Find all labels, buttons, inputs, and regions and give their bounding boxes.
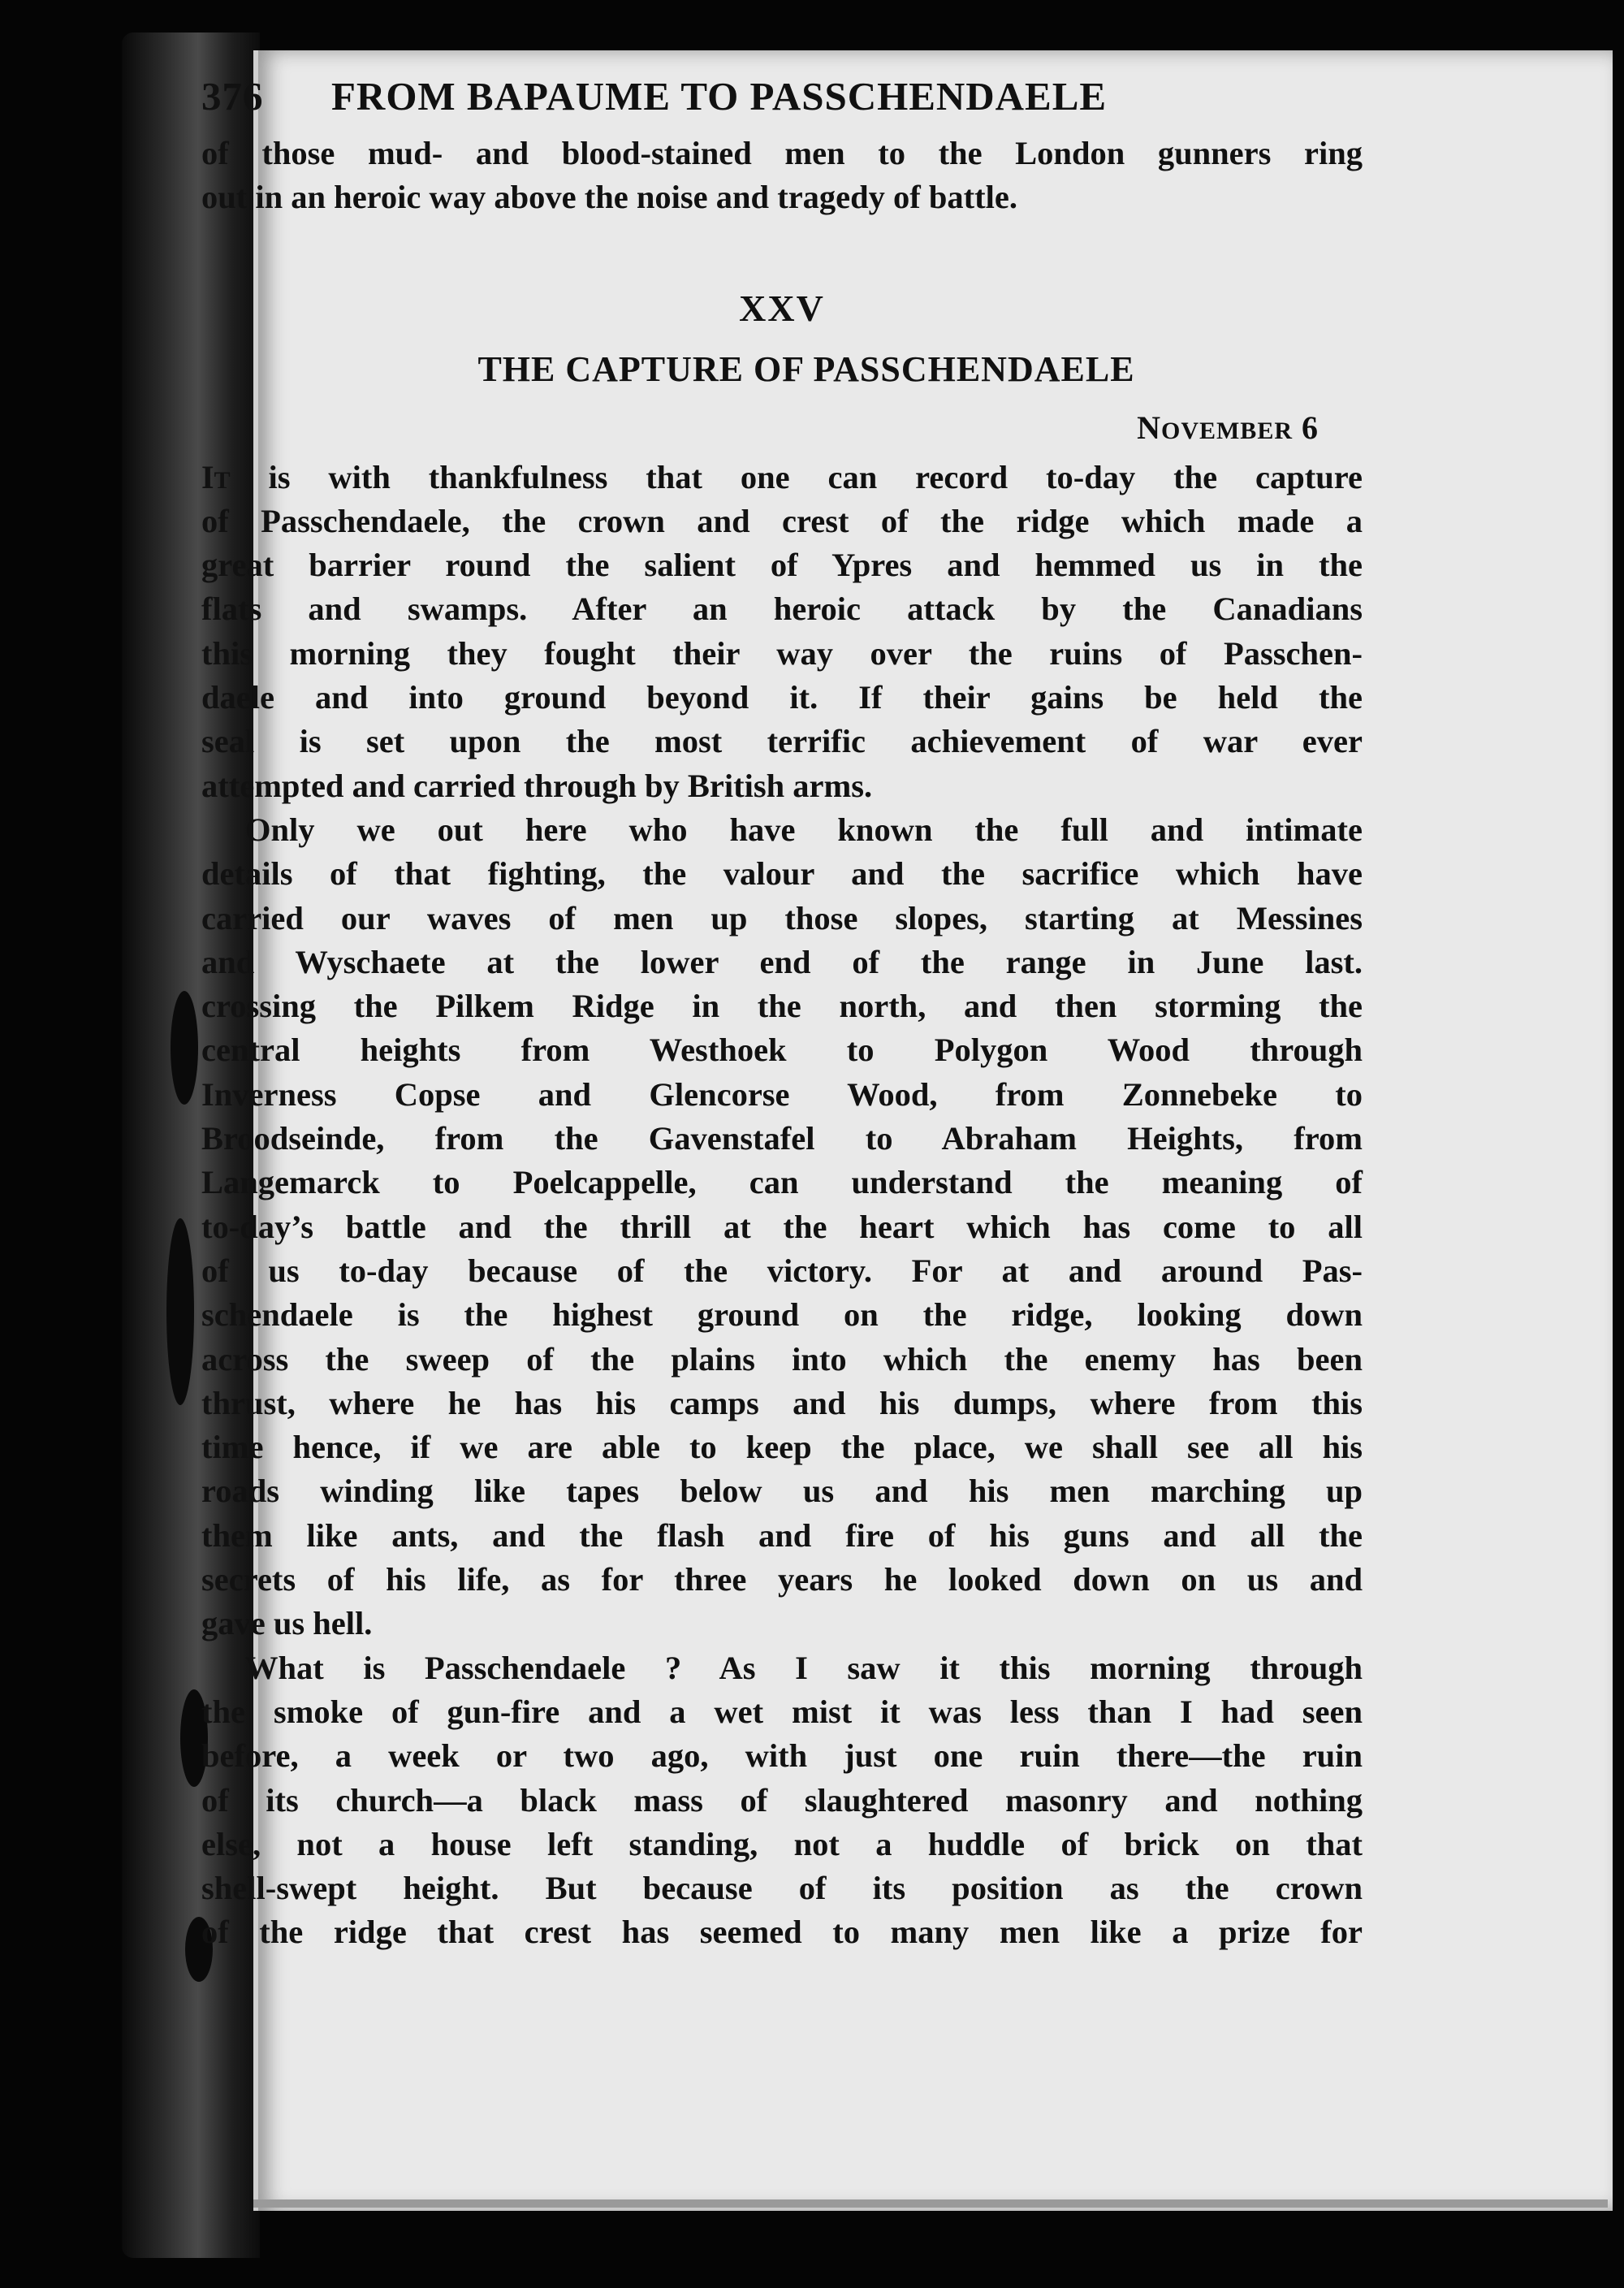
text-line: central heights from Westhoek to Polygon Wood through [201, 1032, 1363, 1069]
first-line-text: is with thankfulness that one can record to-day the capture [230, 458, 1363, 495]
text-line: roads winding like tapes below us and his men marching up [201, 1473, 1363, 1510]
page-number: 376 [201, 74, 264, 119]
text-line: crossing the Pilkem Ridge in the north, and then storming the [201, 988, 1363, 1025]
dateline [201, 409, 1363, 456]
text-line: across the sweep of the plains into which the enemy has been [201, 1340, 1363, 1378]
text-line: seal is set upon the most terrific achievement of war ever [201, 723, 1363, 760]
text-line: Only we out here who have known the full and intimate [245, 811, 1363, 848]
text-line: daele and into ground beyond it. If their gains be held the [201, 679, 1363, 716]
text-line: great barrier round the salient of Ypres and hemmed us in the [201, 547, 1363, 584]
text-line: thrust, where he has his camps and his dumps, where from this [201, 1384, 1363, 1421]
small-cap-letter: T [214, 466, 231, 494]
text-line: else, not a house left standing, not a huddle of brick on that [201, 1825, 1363, 1862]
dateline-initial: N [1137, 409, 1161, 446]
text-line: carried our waves of men up those slopes, starting at Messines [201, 899, 1363, 936]
text-line: this morning they fought their way over the ruins of Passchen- [201, 634, 1363, 672]
text-line: Inverness Copse and Glencorse Wood, from Zonnebeke to [201, 1075, 1363, 1113]
text-line: of the ridge that crest has seemed to many men like a prize for [201, 1914, 1363, 1951]
paragraph-first-line [201, 456, 1363, 500]
chapter-number: XXV [739, 287, 825, 329]
dateline-month-rest: OVEMBER [1160, 417, 1293, 444]
running-head [201, 73, 1363, 132]
text-line: of Passchendaele, the crown and crest of the ridge which made a [201, 502, 1363, 539]
text-line: them like ants, and the flash and fire of his guns and all the [201, 1516, 1363, 1554]
chapter-title: THE CAPTURE OF PASSCHENDAELE [477, 348, 1135, 389]
spine-shadow-mark [166, 1218, 194, 1405]
text-line: before, a week or two ago, with just one ruin there—the ruin [201, 1737, 1363, 1775]
text-line: out in an heroic way above the noise and tragedy of battle. [201, 179, 1018, 216]
text-line: and Wyschaete at the lower end of the range in June last. [201, 943, 1363, 980]
text-line: the smoke of gun-fire and a wet mist it was less than I had seen [201, 1693, 1363, 1730]
text-line: gave us hell. [201, 1605, 373, 1642]
text-line: details of that fighting, the valour and the sacrifice which have [201, 855, 1363, 893]
dateline-day: 6 [1302, 409, 1319, 446]
text-line: Langemarck to Poelcappelle, can understand the meaning of [201, 1164, 1363, 1201]
page-bottom-edge [253, 2199, 1608, 2208]
running-title: FROM BAPAUME TO PASSCHENDAELE [331, 74, 1108, 119]
text-line: to-day’s battle and the thrill at the heart which has come to all [201, 1208, 1363, 1245]
text-line: What is Passchendaele ? As I saw it this morning through [245, 1649, 1363, 1686]
text-line: shell-swept height. But because of its position as the crown [201, 1870, 1363, 1907]
text-line: attempted and carried through by British arms. [201, 767, 873, 804]
text-line: Broodseinde, from the Gavenstafel to Abraham Heights, from [201, 1120, 1363, 1157]
text-line: secrets of his life, as for three years he looked down on us and [201, 1561, 1363, 1598]
spine-shadow-mark [171, 991, 198, 1105]
text-line: time hence, if we are able to keep the place, we shall see all his [201, 1429, 1363, 1466]
drop-initial: I [201, 458, 214, 495]
text-line: schendaele is the highest ground on the ridge, looking down [201, 1296, 1363, 1334]
text-line: of those mud- and blood-stained men to the London gunners ring [201, 135, 1363, 171]
text-line: of its church—a black mass of slaughtered masonry and nothing [201, 1781, 1363, 1819]
text-line: flats and swamps. After an heroic attack by the Canadians [201, 590, 1363, 628]
text-block [201, 73, 1567, 1955]
text-line: of us to-day because of the victory. For at and around Pas- [201, 1252, 1363, 1289]
